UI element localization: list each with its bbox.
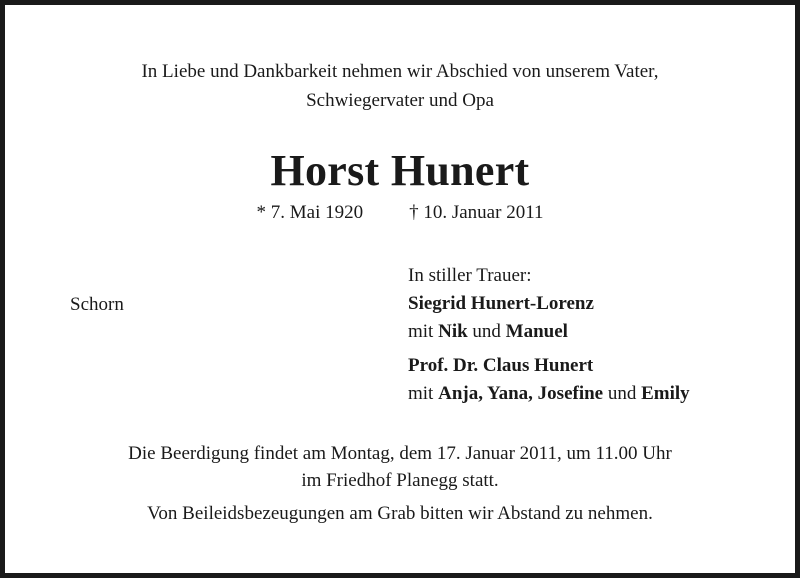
funeral-line-1: Die Beerdigung findet am Montag, dem 17. Januar 2011, um 11.00 Uhr [128,443,672,464]
mourner-children-1 [408,318,690,346]
mourner-group-2 [408,352,690,408]
and-word: und [472,321,501,342]
mourner-name-2: Prof. Dr. Claus Hunert [408,355,594,376]
death-date: † 10. Januar 2011 [409,202,544,223]
intro-text [0,57,800,115]
place-name: Schorn [70,294,124,315]
mourner-group-1 [408,290,690,346]
birth-date: * 7. Mai 1920 [256,202,364,223]
mourners-heading: In stiller Trauer: [408,265,532,286]
with-word: mit [408,321,434,342]
condolence-note: Von Beileidsbezeugungen am Grab bitten wir Abstand zu nehmen. [147,503,653,524]
life-dates [0,199,800,227]
children-list: Anja, Yana, Josefine [438,383,604,404]
child-emily: Emily [641,383,690,404]
intro-line-2: Schwiegervater und Opa [306,90,494,111]
funeral-info [0,440,800,494]
with-word: mit [408,383,434,404]
and-word: und [607,383,637,404]
child-nik: Nik [438,321,468,342]
mourners-block [408,262,690,408]
deceased-name: Horst Hunert [270,146,530,195]
intro-line-1: In Liebe und Dankbarkeit nehmen wir Abschied von unserem Vater, [141,61,659,82]
funeral-line-2: im Friedhof Planegg statt. [301,470,499,491]
mourner-name-1: Siegrid Hunert-Lorenz [408,293,594,314]
mourner-children-2 [408,380,690,408]
child-manuel: Manuel [505,321,568,342]
